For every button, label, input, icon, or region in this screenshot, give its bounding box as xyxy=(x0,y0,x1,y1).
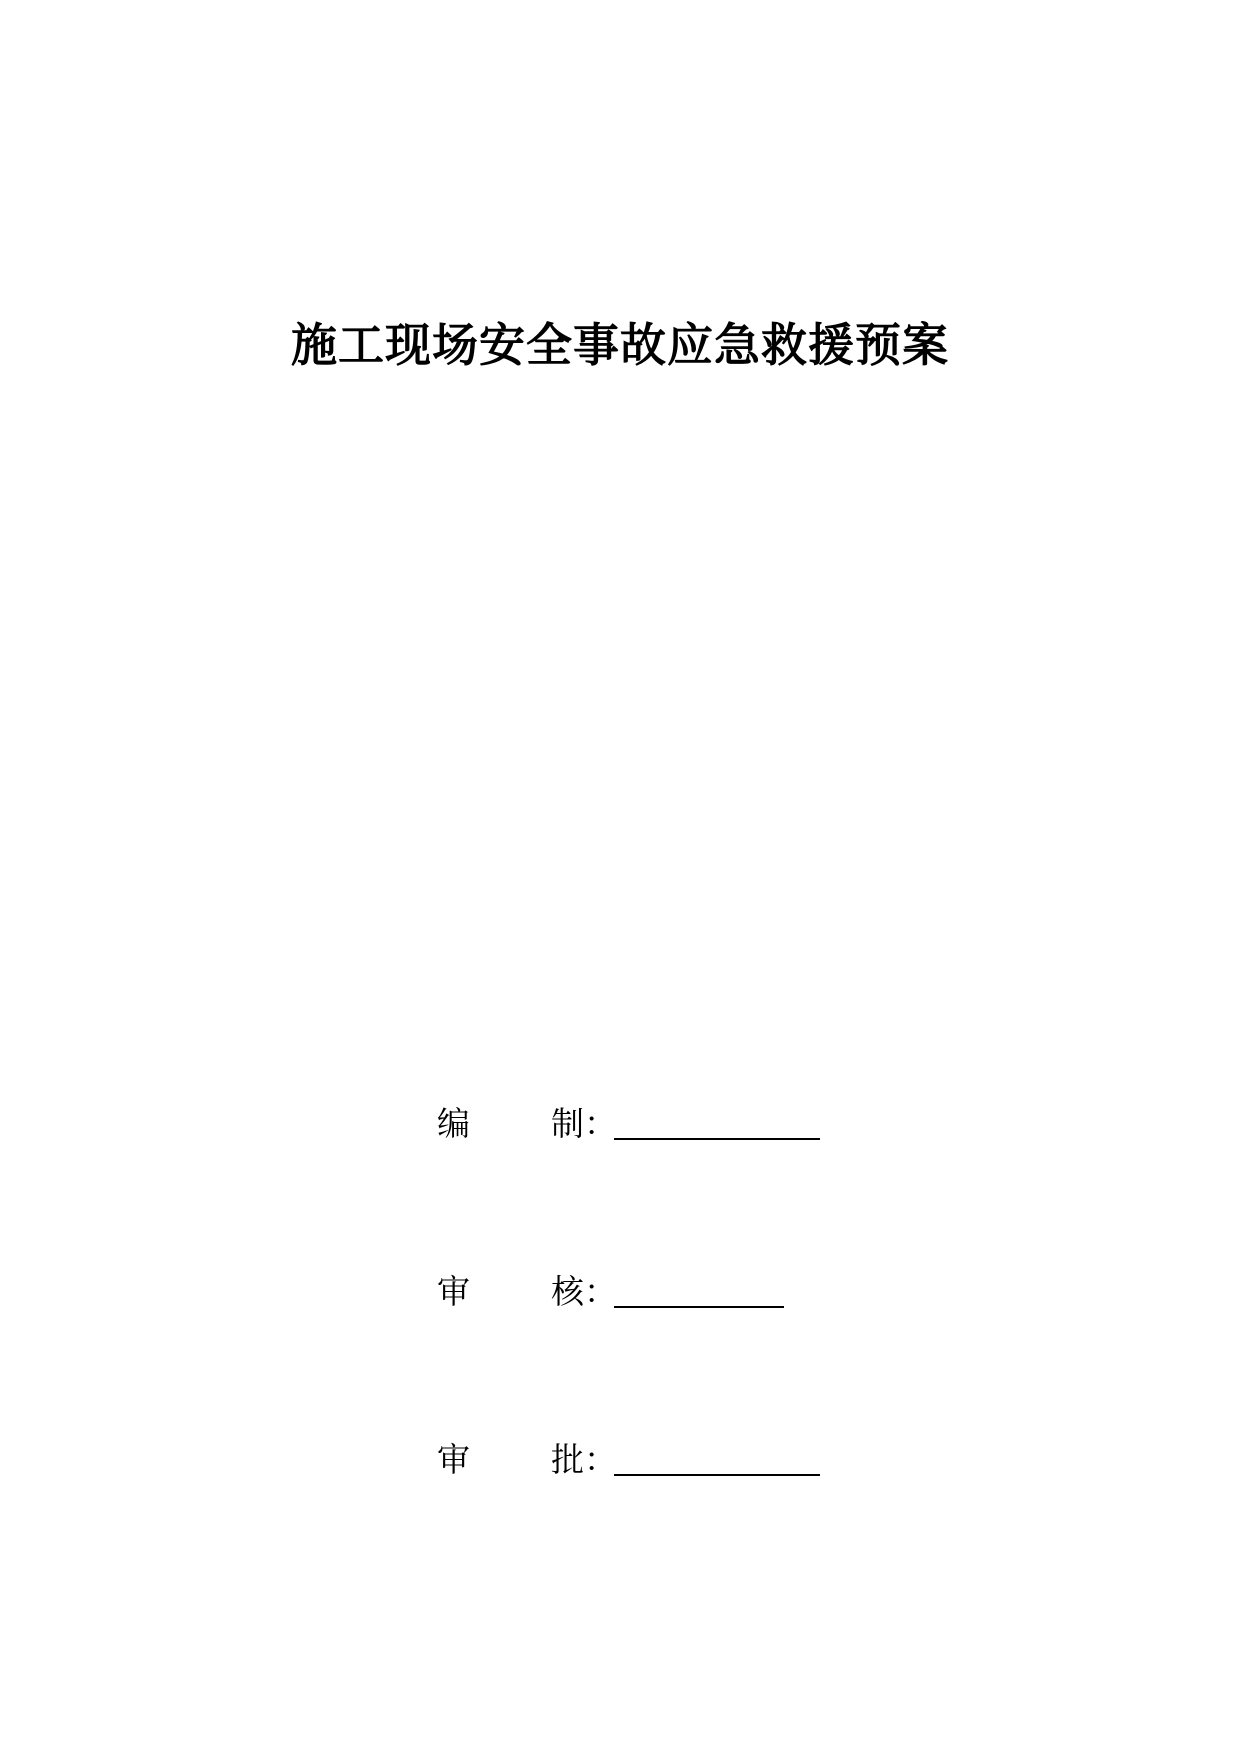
signature-row-compiled-by xyxy=(437,1092,820,1143)
signature-colon: ： xyxy=(584,1104,617,1143)
signature-label-char2: 核 xyxy=(551,1272,584,1311)
signature-colon: ： xyxy=(584,1272,617,1311)
signature-blank-line[interactable] xyxy=(614,1440,820,1476)
signature-label-char1: 审 xyxy=(437,1440,470,1479)
signature-blank-line[interactable] xyxy=(614,1272,784,1308)
signature-label-char1: 编 xyxy=(437,1104,470,1143)
signature-colon: ： xyxy=(584,1440,617,1479)
signature-label-char2: 制 xyxy=(551,1104,584,1143)
signature-row-approved-by xyxy=(437,1428,820,1479)
signature-label-char2: 批 xyxy=(551,1440,584,1479)
signature-row-reviewed-by xyxy=(437,1260,784,1311)
signature-blank-line[interactable] xyxy=(614,1104,820,1140)
document-title: 施工现场安全事故应急救援预案 xyxy=(291,318,949,372)
signature-label-char1: 审 xyxy=(437,1272,470,1311)
